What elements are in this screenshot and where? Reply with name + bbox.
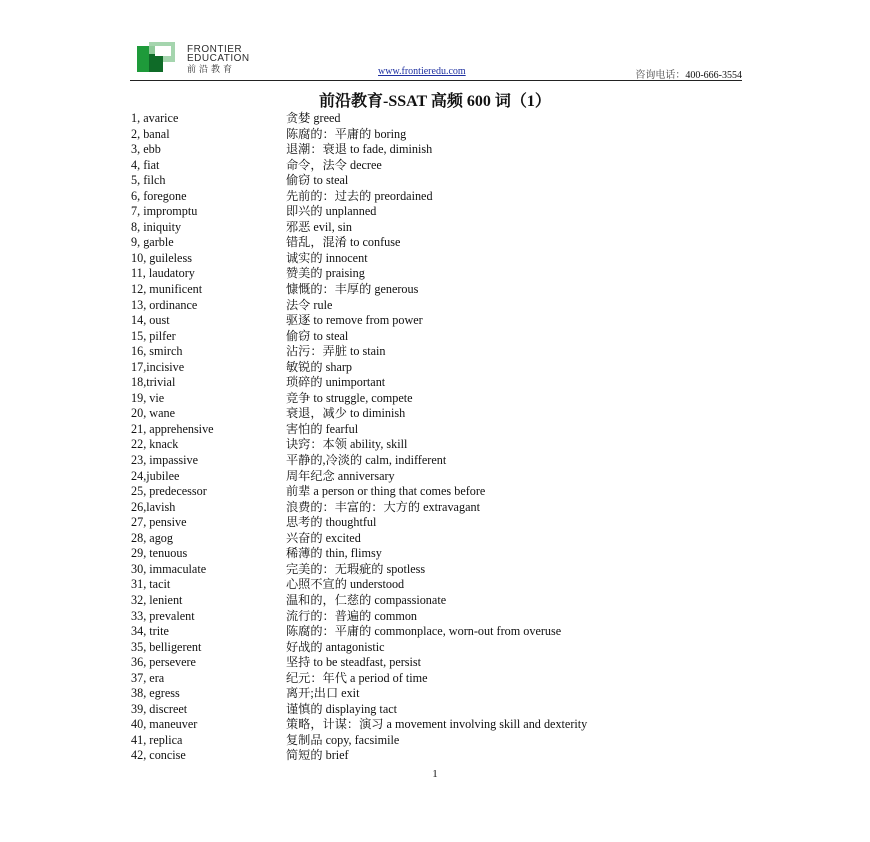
vocab-definition: 浪费的：丰富的：大方的 extravagant [286, 499, 480, 514]
vocab-entry [131, 329, 751, 345]
vocab-word: 9, garble [131, 235, 174, 250]
vocab-entry [131, 484, 751, 500]
vocab-definition: 陈腐的：平庸的 commonplace, worn-out from overuse [286, 624, 562, 639]
vocab-word: 23, impassive [131, 453, 199, 468]
vocab-definition: 稀薄的 thin, flimsy [286, 546, 382, 561]
vocab-entry [131, 173, 751, 189]
vocab-word: 22, knack [131, 437, 179, 452]
vocab-entry [131, 593, 751, 609]
vocab-definition: 驱逐 to remove from power [286, 313, 423, 328]
vocab-definition: 谨慎的 displaying tact [286, 701, 398, 716]
vocab-word: 7, impromptu [131, 204, 198, 219]
vocab-entry [131, 127, 751, 143]
vocab-definition: 平静的,冷淡的 calm, indifferent [286, 453, 447, 468]
vocab-entry [131, 686, 751, 702]
vocab-definition: 慷慨的：丰厚的 generous [286, 282, 419, 297]
vocab-entry [131, 671, 751, 687]
vocab-entry [131, 251, 751, 267]
vocab-word: 35, belligerent [131, 639, 202, 654]
vocab-definition: 即兴的 unplanned [286, 204, 377, 219]
vocab-entry [131, 406, 751, 422]
vocab-definition: 竞争 to struggle, compete [286, 390, 413, 405]
vocab-entry [131, 204, 751, 220]
vocab-definition: 敏锐的 sharp [286, 359, 353, 374]
vocab-word: 2, banal [131, 126, 170, 141]
vocab-entry [131, 702, 751, 718]
vocab-word: 30, immaculate [131, 561, 207, 576]
vocab-entry [131, 624, 751, 640]
vocab-word: 8, iniquity [131, 219, 182, 234]
vocab-entry [131, 111, 751, 127]
vocab-definition: 退潮：衰退 to fade, diminish [286, 142, 433, 157]
vocab-entry [131, 375, 751, 391]
vocab-definition: 策略，计谋：演习 a movement involving skill and dexterity [286, 717, 588, 732]
logo-cn: 前沿教育 [187, 64, 236, 74]
vocab-entry [131, 562, 751, 578]
vocab-definition: 复制品 copy, facsimile [286, 732, 400, 747]
vocab-word: 42, concise [131, 748, 186, 763]
vocab-word: 20, wane [131, 406, 175, 421]
vocab-entry [131, 158, 751, 174]
vocab-word: 11, laudatory [131, 266, 195, 281]
vocab-word: 16, smirch [131, 344, 183, 359]
vocab-entry [131, 531, 751, 547]
vocab-entry [131, 717, 751, 733]
vocab-definition: 坚持 to be steadfast, persist [286, 655, 422, 670]
vocab-entry [131, 453, 751, 469]
vocab-word: 14, oust [131, 313, 170, 328]
vocab-entry [131, 640, 751, 656]
vocab-word: 18,trivial [131, 375, 176, 390]
vocab-entry [131, 655, 751, 671]
vocab-word: 15, pilfer [131, 328, 176, 343]
vocab-entry [131, 733, 751, 749]
vocab-word: 24,jubilee [131, 468, 180, 483]
vocab-word: 28, agog [131, 530, 173, 545]
website-link[interactable]: www.frontieredu.com [378, 66, 466, 77]
vocab-definition: 赞美的 praising [286, 266, 365, 281]
vocab-word: 37, era [131, 670, 165, 685]
vocab-definition: 温和的，仁慈的 compassionate [286, 592, 447, 607]
vocab-entry [131, 220, 751, 236]
vocab-entry [131, 437, 751, 453]
vocab-entry [131, 142, 751, 158]
page-header [130, 40, 742, 80]
vocab-definition: 思考的 thoughtful [286, 515, 377, 530]
phone-info [635, 66, 742, 81]
vocab-definition: 流行的：普遍的 common [286, 608, 418, 623]
vocab-definition: 偷窃 to steal [286, 173, 349, 188]
vocab-entry [131, 298, 751, 314]
vocab-word: 19, vie [131, 390, 165, 405]
vocab-definition: 陈腐的：平庸的 boring [286, 126, 407, 141]
vocab-entry [131, 577, 751, 593]
vocab-definition: 前辈 a person or thing that comes before [286, 484, 486, 499]
header-divider [130, 80, 742, 81]
vocab-definition: 命令，法令 decree [286, 157, 382, 172]
vocab-entry [131, 748, 751, 764]
vocab-definition: 兴奋的 excited [286, 530, 361, 545]
vocab-entry [131, 282, 751, 298]
vocab-entry [131, 391, 751, 407]
frontier-education-logo-icon [135, 42, 177, 74]
vocab-entry [131, 609, 751, 625]
logo-en-line1: FRONTIER [187, 44, 243, 55]
logo-en-line2: EDUCATION [187, 53, 250, 64]
vocab-word: 27, pensive [131, 515, 187, 530]
vocab-word: 32, lenient [131, 592, 183, 607]
vocab-definition: 衰退，减少 to diminish [286, 406, 406, 421]
vocab-list [131, 111, 751, 764]
vocab-word: 13, ordinance [131, 297, 198, 312]
vocab-word: 34, trite [131, 624, 169, 639]
vocab-word: 4, fiat [131, 157, 160, 172]
vocab-definition: 纪元：年代 a period of time [286, 670, 428, 685]
vocab-word: 1, avarice [131, 111, 179, 125]
vocab-entry [131, 546, 751, 562]
vocab-word: 31, tacit [131, 577, 171, 592]
phone-label: 咨询电话： [635, 70, 686, 81]
phone-number: 400-666-3554 [685, 70, 742, 81]
vocab-word: 3, ebb [131, 142, 161, 157]
vocab-entry [131, 189, 751, 205]
vocab-entry [131, 469, 751, 485]
vocab-definition: 法令 rule [286, 297, 333, 312]
vocab-definition: 偷窃 to steal [286, 328, 349, 343]
vocab-entry [131, 266, 751, 282]
vocab-word: 29, tenuous [131, 546, 188, 561]
vocab-definition: 完美的：无瑕疵的 spotless [286, 561, 426, 576]
vocab-entry [131, 235, 751, 251]
vocab-entry [131, 313, 751, 329]
vocab-definition: 简短的 brief [286, 748, 349, 763]
vocab-word: 26,lavish [131, 499, 176, 514]
vocab-definition: 诚实的 innocent [286, 250, 368, 265]
vocab-definition: 贪婪 greed [286, 111, 341, 125]
vocab-definition: 害怕的 fearful [286, 421, 359, 436]
vocab-definition: 离开;出口 exit [286, 686, 360, 701]
vocab-word: 25, predecessor [131, 484, 207, 499]
vocab-definition: 好战的 antagonistic [286, 639, 385, 654]
vocab-entry [131, 360, 751, 376]
vocab-definition: 琐碎的 unimportant [286, 375, 386, 390]
vocab-definition: 周年纪念 anniversary [286, 468, 395, 483]
vocab-definition: 心照不宣的 understood [286, 577, 405, 592]
vocab-definition: 先前的：过去的 preordained [286, 188, 433, 203]
vocab-entry [131, 515, 751, 531]
vocab-entry [131, 500, 751, 516]
vocab-entry [131, 344, 751, 360]
vocab-word: 36, persevere [131, 655, 196, 670]
vocab-definition: 诀窍：本领 ability, skill [286, 437, 408, 452]
page-title: 前沿教育-SSAT 高频 600 词（1） [319, 93, 551, 110]
vocab-word: 12, munificent [131, 282, 203, 297]
page-number: 1 [432, 768, 438, 780]
vocab-word: 5, filch [131, 173, 166, 188]
vocab-word: 10, guileless [131, 250, 192, 265]
vocab-word: 40, maneuver [131, 717, 198, 732]
vocab-word: 39, discreet [131, 701, 188, 716]
vocab-word: 17,incisive [131, 359, 185, 374]
vocab-word: 21, apprehensive [131, 421, 214, 436]
vocab-definition: 错乱，混淆 to confuse [286, 235, 401, 250]
vocab-word: 38, egress [131, 686, 180, 701]
logo-text [187, 45, 250, 74]
vocab-definition: 沾污：弄脏 to stain [286, 344, 386, 359]
vocab-word: 41, replica [131, 732, 183, 747]
vocab-word: 33, prevalent [131, 608, 195, 623]
vocab-entry [131, 422, 751, 438]
vocab-word: 6, foregone [131, 188, 187, 203]
vocab-definition: 邪恶 evil, sin [286, 219, 353, 234]
